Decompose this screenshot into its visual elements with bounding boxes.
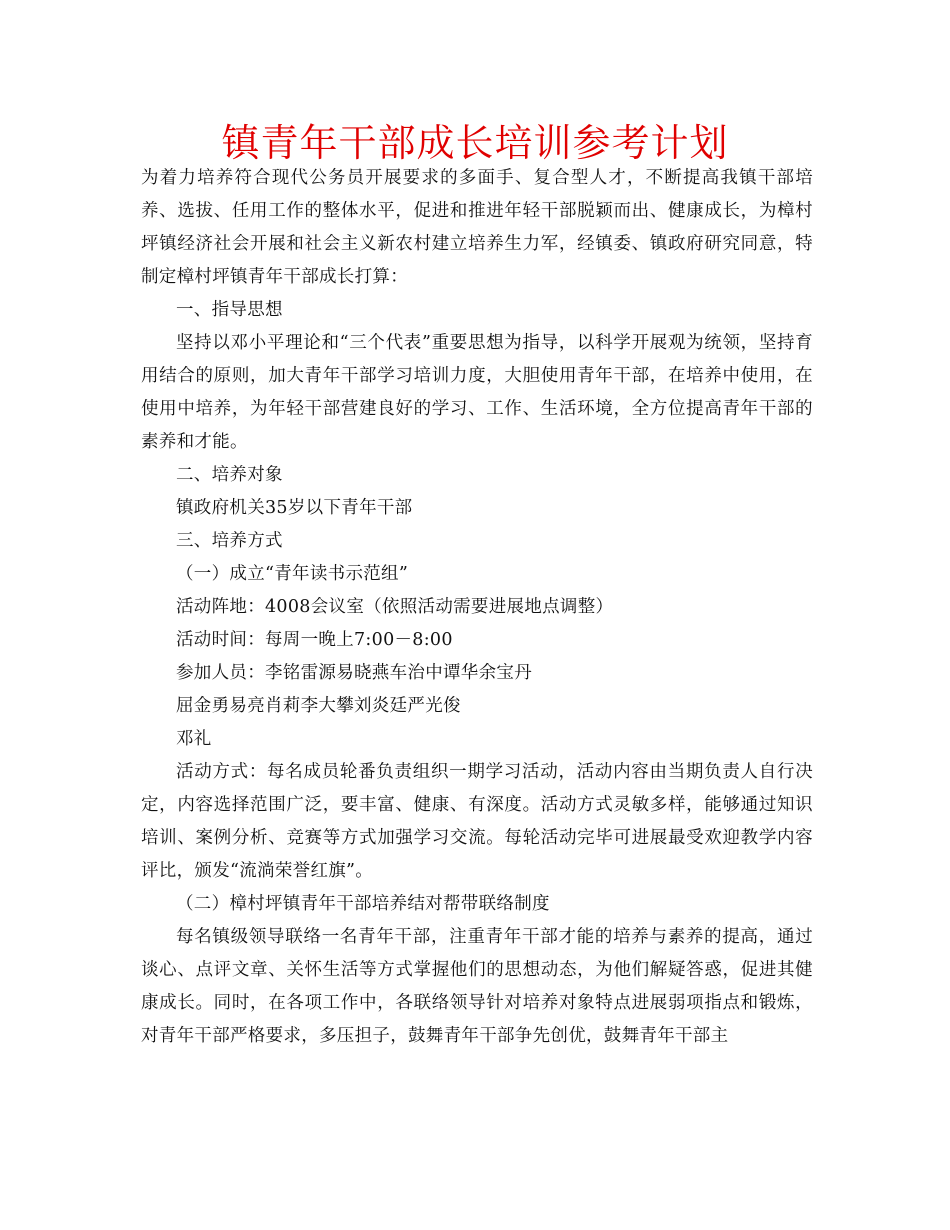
paragraph: 镇政府机关35岁以下青年干部 xyxy=(176,498,413,518)
paragraph: 活动时间：每周一晚上7:00－8:00 xyxy=(176,630,453,650)
paragraph: （一）成立“青年读书示范组” xyxy=(176,564,409,584)
paragraph: 为着力培养符合现代公务员开展要求的多面手、复合型人才，不断提高我镇干部培养、选拔、任用工作的整体水平，促进和推进年轻干部脱颖而出、健康成长，为樟村坪镇经济社会开展和社会主义新农村建立培养生力军，经镇委、镇政府研究同意，特制定樟村坪镇青年干部成长打算： xyxy=(141,168,813,287)
paragraph: 邓礼 xyxy=(176,729,212,749)
paragraph: 三、培养方式 xyxy=(176,531,283,551)
paragraph: 活动方式：每名成员轮番负责组织一期学习活动，活动内容由当期负责人自行决定，内容选择范围广泛，要丰富、健康、有深度。活动方式灵敏多样，能够通过知识培训、案例分析、竞赛等方式加强学习交流。每轮活动完毕可进展最受欢迎教学内容评比，颁发“流淌荣誉红旗”。 xyxy=(141,762,813,881)
paragraph: 二、培养对象 xyxy=(176,465,283,485)
paragraph: 活动阵地：4008会议室（依照活动需要进展地点调整） xyxy=(176,597,614,617)
document-body xyxy=(141,162,813,1053)
paragraph: 坚持以邓小平理论和“三个代表”重要思想为指导，以科学开展观为统领，坚持育用结合的原则，加大青年干部学习培训力度，大胆使用青年干部，在培养中使用，在使用中培养，为年轻干部营建良好的学习、工作、生活环境，全方位提高青年干部的素养和才能。 xyxy=(141,333,813,452)
paragraph: 一、指导思想 xyxy=(176,300,283,320)
paragraph: 每名镇级领导联络一名青年干部，注重青年干部才能的培养与素养的提高，通过谈心、点评文章、关怀生活等方式掌握他们的思想动态，为他们解疑答惑，促进其健康成长。同时，在各项工作中，各联络领导针对培养对象特点进展弱项指点和锻炼，对青年干部严格要求，多压担子，鼓舞青年干部争先创优，鼓舞青年干部主 xyxy=(141,927,813,1046)
paragraph: 屈金勇易亮肖莉李大攀刘炎廷严光俊 xyxy=(176,696,461,716)
paragraph: （二）樟村坪镇青年干部培养结对帮带联络制度 xyxy=(176,894,550,914)
document-title: 镇青年干部成长培训参考计划 xyxy=(221,121,729,165)
paragraph: 参加人员：李铭雷源易晓燕车治中谭华余宝丹 xyxy=(176,663,532,683)
